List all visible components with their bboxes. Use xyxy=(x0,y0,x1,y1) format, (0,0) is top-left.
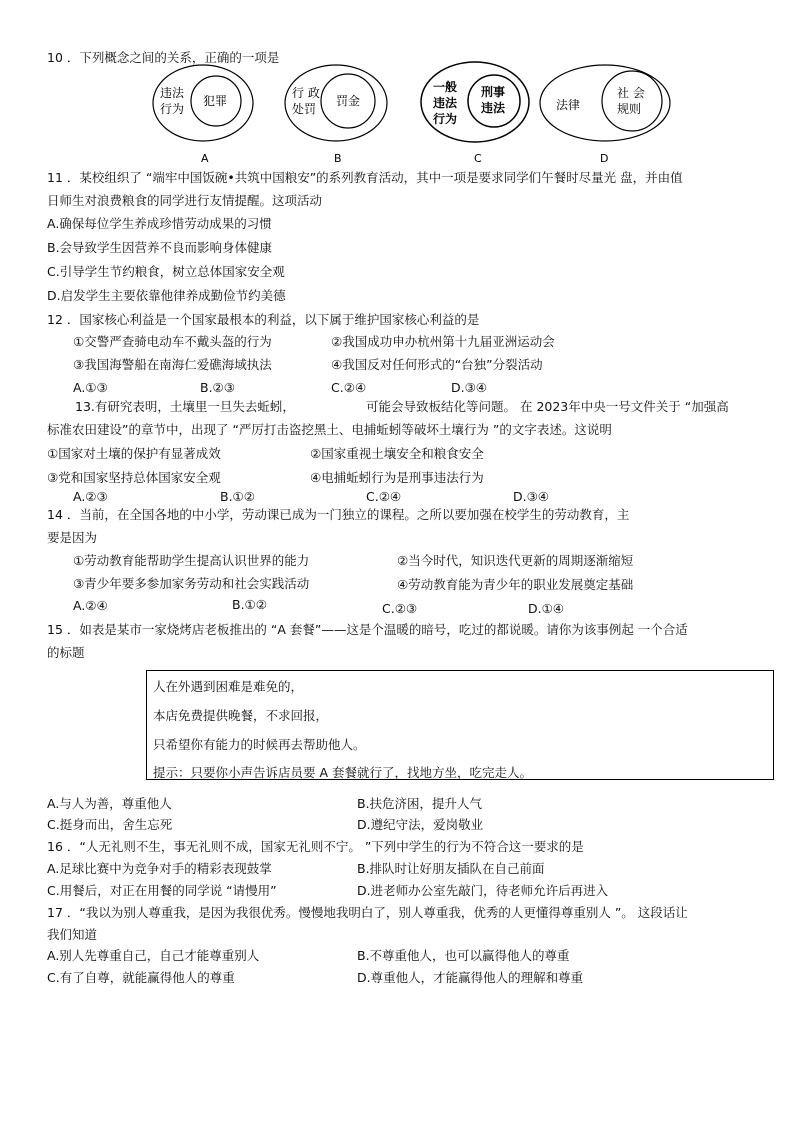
q12-item-2: ②我国成功申办杭州第十九届亚洲运动会 xyxy=(331,334,555,349)
diagram-c-inner-2: 违法 xyxy=(481,101,506,115)
q11-option-d: D.启发学生主要依靠他律养成勤俭节约美德 xyxy=(47,288,286,303)
q12-choice-c: C.②④ xyxy=(331,380,367,395)
q15-box-line-2: 本店免费提供晚餐，不求回报， xyxy=(153,708,329,723)
q12-stem: 12 ．国家核心利益是一个国家最根本的利益，以下属于维护国家核心利益的是 xyxy=(47,312,480,327)
diagram-d-letter: D xyxy=(600,152,609,165)
q12-item-3: ③我国海警船在南海仁爱礁海域执法 xyxy=(73,357,272,372)
q11-option-b: B.会导致学生因营养不良而影响身体健康 xyxy=(47,240,273,255)
q15-option-d: D.遵纪守法，爱岗敬业 xyxy=(357,817,484,832)
q14-choice-c: C.②③ xyxy=(382,601,418,616)
q14-line2: 要是因为 xyxy=(47,530,98,545)
q17-line2: 我们知道 xyxy=(47,927,98,942)
q14-choice-d: D.①④ xyxy=(528,601,565,616)
diagram-c xyxy=(421,62,529,165)
q12-choice-d: D.③④ xyxy=(451,380,488,395)
q16-stem: 16 ．“人无礼则不生，事无礼则不成，国家无礼则不宁。 ”下列中学生的行为不符合这一要求的是 xyxy=(47,839,584,854)
q13-line1b: 可能会导致板结化等问题。 在 2023年中央一号文件关于 “加强高 xyxy=(366,399,729,414)
diagram-a-outer-1: 违法 xyxy=(160,86,185,100)
q13-choice-b: B.①② xyxy=(220,489,255,504)
diagram-b-outer-2: 处罚 xyxy=(292,102,317,116)
diagram-a xyxy=(153,65,253,165)
q11-line1: 11 ．某校组织了 “端牢中国饭碗•共筑中国粮安”的系列教育活动，其中一项是要求同学们午餐时尽量光 盘，并由值 xyxy=(47,170,683,185)
q17-line1: 17 ．“我以为别人尊重我，是因为我很优秀。慢慢地我明白了，别人尊重我，优秀的人更懂得尊重别人 ”。 这段话让 xyxy=(47,905,688,920)
q15-line2: 的标题 xyxy=(47,645,85,660)
q15-box-line-1: 人在外遇到困难是难免的， xyxy=(153,679,304,694)
diagram-c-outer-3: 行为 xyxy=(433,112,458,126)
q13-line1a: 13.有研究表明，土壤里一旦失去蚯蚓， xyxy=(75,399,295,414)
diagram-c-outer-2: 违法 xyxy=(433,96,458,110)
q13-choice-c: C.②④ xyxy=(366,489,402,504)
q16-option-c: C.用餐后，对正在用餐的同学说 “请慢用” xyxy=(47,883,277,898)
q12-choice-b: B.②③ xyxy=(200,380,235,395)
diagram-b-inner-1: 罚金 xyxy=(336,94,361,108)
diagram-d-inner-2: 规则 xyxy=(617,102,642,116)
q14-item-1: ①劳动教育能帮助学生提高认识世界的能力 xyxy=(73,553,310,568)
q15-line1: 15 ．如表是某市一家烧烤店老板推出的 “A 套餐”——这是个温暖的暗号，吃过的都说暖。请你为该事例起 一个合适 xyxy=(47,622,688,637)
q13-item-2: ②国家重视土壤安全和粮食安全 xyxy=(310,446,484,461)
diagram-d-outer-1: 法律 xyxy=(556,98,581,112)
q13-line2: 标准农田建设”的章节中，出现了 “严厉打击盗挖黑土、电捕蚯蚓等破坏土壤行为 ”的文字表述。这说明 xyxy=(47,422,612,437)
diagram-b xyxy=(285,65,387,165)
q17-option-c: C.有了自尊，就能赢得他人的尊重 xyxy=(47,970,235,985)
q16-option-d: D.进老师办公室先敲门，待老师允许后再进入 xyxy=(357,883,609,898)
q15-box-line-4: 提示：只要你小声告诉店员要 A 套餐就行了，找地方坐，吃完走人。 xyxy=(153,765,532,780)
q15-notice-box xyxy=(146,670,774,780)
q15-option-a: A.与人为善，尊重他人 xyxy=(47,796,172,811)
q11-option-c: C.引导学生节约粮食，树立总体国家安全观 xyxy=(47,264,285,279)
diagram-d-inner-1: 社 会 xyxy=(617,86,645,100)
diagram-b-letter: B xyxy=(334,152,342,165)
q14-line1: 14 ．当前，在全国各地的中小学，劳动课已成为一门独立的课程。之所以要加强在校学生的劳动教育，主 xyxy=(47,507,630,522)
diagram-a-letter: A xyxy=(201,152,209,165)
q14-item-3: ③青少年要多参加家务劳动和社会实践活动 xyxy=(73,576,310,591)
diagram-d xyxy=(540,65,670,165)
q17-option-a: A.别人先尊重自己，自己才能尊重别人 xyxy=(47,948,260,963)
q14-choice-b: B.①② xyxy=(232,597,267,612)
q11-option-a: A.确保每位学生养成珍惜劳动成果的习惯 xyxy=(47,216,272,231)
q17-option-b: B.不尊重他人，也可以赢得他人的尊重 xyxy=(357,948,570,963)
q13-item-4: ④电捕蚯蚓行为是刑事违法行为 xyxy=(310,470,484,485)
q11-line2: 日师生对浪费粮食的同学进行友情提醒。这项活动 xyxy=(47,193,323,208)
diagram-a-outer-2: 行为 xyxy=(160,102,185,116)
q14-choice-a: A.②④ xyxy=(73,598,108,613)
q15-option-c: C.挺身而出，舍生忘死 xyxy=(47,817,173,832)
q16-option-b: B.排队时让好朋友插队在自己前面 xyxy=(357,861,545,876)
q10-stem: 10 ．下列概念之间的关系，正确的一项是 xyxy=(47,50,280,65)
q16-option-a: A.足球比赛中为竞争对手的精彩表现鼓掌 xyxy=(47,861,272,876)
q15-box-line-3: 只希望你有能力的时候再去帮助他人。 xyxy=(153,737,366,752)
q13-item-1: ①国家对土壤的保护有显著成效 xyxy=(47,446,221,461)
q15-option-b: B.扶危济困，提升人气 xyxy=(357,796,483,811)
q13-choice-a: A.②③ xyxy=(73,489,108,504)
diagram-c-inner-1: 刑事 xyxy=(481,85,506,99)
diagram-c-outer-1: 一般 xyxy=(433,80,458,94)
q14-item-2: ②当今时代，知识迭代更新的周期逐渐缩短 xyxy=(397,553,634,568)
diagram-b-outer-1: 行 政 xyxy=(292,86,320,100)
q13-item-3: ③党和国家坚持总体国家安全观 xyxy=(47,470,221,485)
q12-item-4: ④我国反对任何形式的“台独”分裂活动 xyxy=(331,357,543,372)
q13-choice-d: D.③④ xyxy=(513,489,550,504)
diagram-a-inner-1: 犯罪 xyxy=(203,94,228,108)
q12-choice-a: A.①③ xyxy=(73,380,108,395)
q17-option-d: D.尊重他人，才能赢得他人的理解和尊重 xyxy=(357,970,584,985)
q12-item-1: ①交警严查骑电动车不戴头盔的行为 xyxy=(73,334,272,349)
q14-item-4: ④劳动教育能为青少年的职业发展奠定基础 xyxy=(397,577,634,592)
diagram-c-letter: C xyxy=(474,152,482,165)
